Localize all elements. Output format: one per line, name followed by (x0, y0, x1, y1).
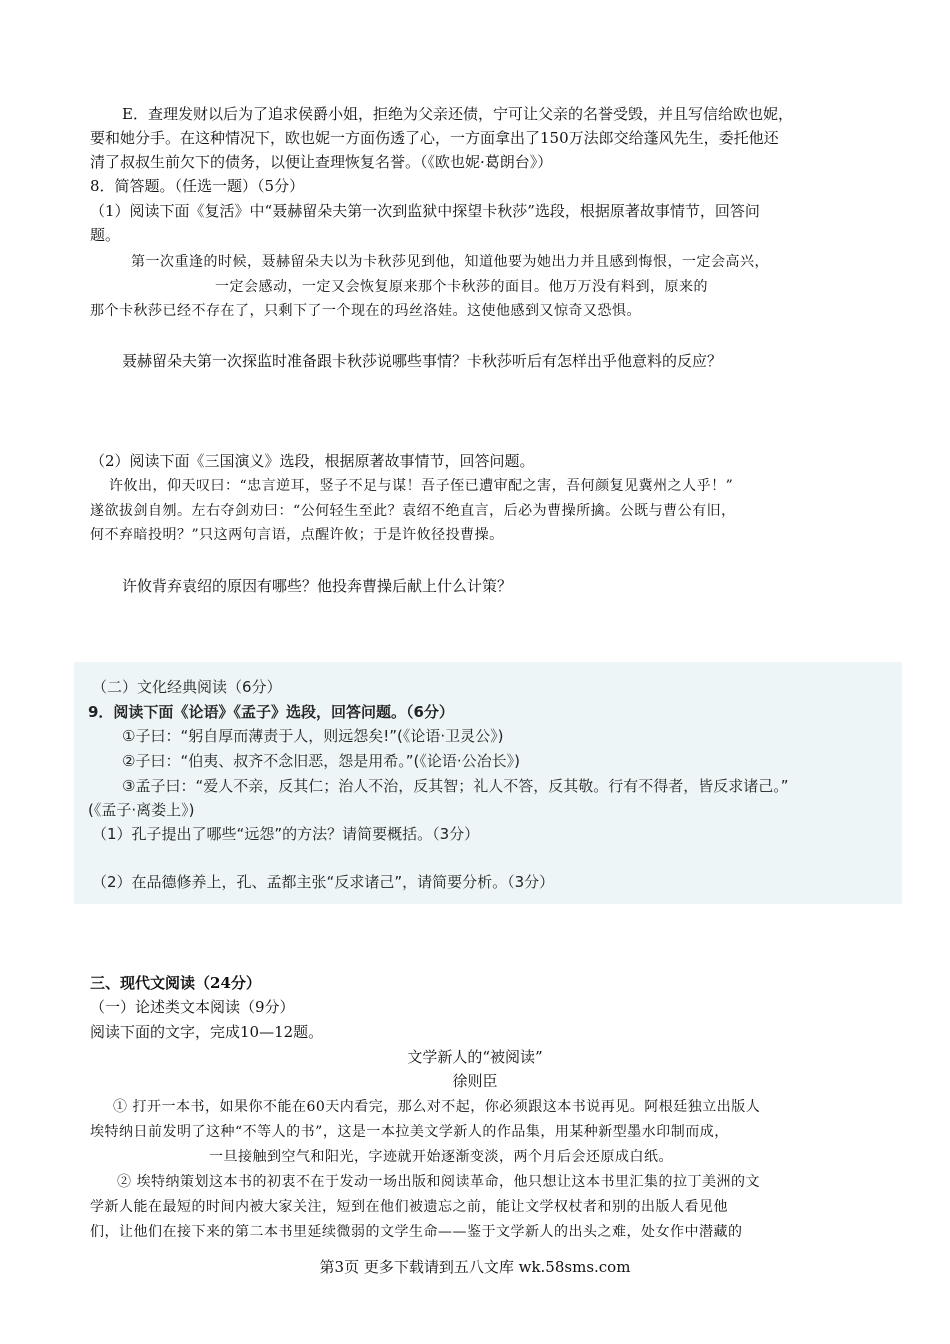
q8-part1-line-1: （1）阅读下面《复活》中“聂赫留朵夫第一次到监狱中探望卡秋莎”选段，根据原著故事情节，回答问 (90, 202, 760, 220)
q8-part2-question: 许攸背弃袁绍的原因有哪些？他投奔曹操后献上什么计策？ (122, 577, 513, 595)
article-p2-line-2: 学新人能在最短的时间内被大家关注，短到在他们被遗忘之前，能让文学权杖者和别的出版人看见他 (90, 1199, 728, 1215)
section-3-heading: 三、现代文阅读（24分） (90, 974, 261, 992)
q8-part2-line-1: （2）阅读下面《三国演义》选段，根据原著故事情节，回答问题。 (90, 452, 535, 470)
culture-classics-scan (74, 662, 902, 904)
page-footer: 第3页 更多下载请到五八文库 wk.58sms.com (319, 1258, 631, 1276)
analects-quote-2: ②子曰：“伯夷、叔齐不念旧恶，怨是用希。”(《论语·公冶长》) (122, 752, 520, 770)
excerpt-three-kingdoms-line-3: 何不弃暗投明？”只这两句言语，点醒许攸；于是许攸径投曹操。 (90, 527, 504, 543)
question-9-part-1: （1）孔子提出了哪些“远怨”的方法？请简要概括。（3分） (92, 825, 480, 843)
excerpt-three-kingdoms-line-2: 遂欲拔剑自刎。左右夺剑劝曰：“公何轻生至此？袁绍不绝直言，后必为曹操所擒。公既与曹公有旧， (90, 503, 736, 519)
option-e-line-3: 清了叔叔生前欠下的债务，以便让查理恢复名誉。（《欧也妮·葛朗台》） (90, 153, 553, 171)
analects-quote-1: ①子曰：“躬自厚而薄责于人，则远怨矣!”(《论语·卫灵公》) (122, 727, 504, 745)
reading-instruction: 阅读下面的文字，完成10—12题。 (90, 1023, 324, 1041)
excerpt-three-kingdoms-line-1: 许攸出，仰天叹曰：“忠言逆耳，竖子不足与谋！吾子侄已遭审配之害，吾何颜复见冀州之人乎！” (109, 478, 734, 494)
question-9-title: 9．阅读下面《论语》《孟子》选段，回答问题。（6分） (88, 703, 454, 721)
section-3-subheading: （一）论述类文本阅读（9分） (90, 998, 295, 1016)
article-p1-line-2: 埃特纳日前发明了这种“不等人的书”，这是一本拉美文学新人的作品集，用某种新型墨水印制而成， (90, 1124, 729, 1140)
mencius-source: (《孟子·离娄上》) (88, 801, 195, 819)
option-e-line-2: 要和她分手。在这种情况下，欧也妮一方面伤透了心，一方面拿出了150万法郎交给蓬风先生，委托他还 (90, 129, 779, 147)
q8-part1-line-2: 题。 (90, 226, 121, 244)
article-author: 徐则臣 (452, 1072, 498, 1090)
mencius-quote: ③孟子曰：“爱人不亲，反其仁；治人不治，反其智；礼人不答，反其敬。行有不得者，皆反求诸己。” (122, 777, 789, 795)
article-p1-line-3: 一旦接触到空气和阳光，字迹就开始逐渐变淡，两个月后会还原成白纸。 (209, 1149, 673, 1165)
q8-part1-question: 聂赫留朵夫第一次探监时准备跟卡秋莎说哪些事情？卡秋莎听后有怎样出乎他意料的反应？ (122, 352, 723, 370)
article-p1-line-1: ① 打开一本书，如果你不能在60天内看完，那么对不起，你必须跟这本书说再见。阿根廷独立出版人 (113, 1099, 761, 1115)
question-8-title: 8．简答题。（任选一题）（5分） (90, 177, 305, 195)
culture-heading: （二）文化经典阅读（6分） (92, 678, 282, 696)
excerpt-resurrection-line-1: 第一次重逢的时候，聂赫留朵夫以为卡秋莎见到他，知道他要为她出力并且感到悔恨，一定会高兴， (131, 254, 769, 270)
excerpt-resurrection-line-3: 那个卡秋莎已经不存在了，只剩下了一个现在的玛丝洛娃。这使他感到又惊奇又恐惧。 (90, 303, 641, 319)
excerpt-resurrection-line-2: 一定会感动，一定又会恢复原来那个卡秋莎的面目。他万万没有料到，原来的 (215, 279, 708, 295)
article-title: 文学新人的“被阅读” (407, 1048, 543, 1066)
option-e-line-1: E．查理发财以后为了追求侯爵小姐，拒绝为父亲还债，宁可让父亲的名誉受毁，并且写信给欧也妮， (122, 105, 793, 123)
article-p2-line-1: ② 埃特纳策划这本书的初衷不在于发动一场出版和阅读革命，他只想让这本书里汇集的拉丁美洲的文 (117, 1174, 760, 1190)
article-p2-line-3: 们，让他们在接下来的第二本书里延续微弱的文学生命——鉴于文学新人的出头之难，处女作中潜藏的 (90, 1224, 743, 1240)
question-9-part-2: （2）在品德修养上，孔、孟都主张“反求诸己”，请简要分析。（3分） (92, 873, 555, 891)
